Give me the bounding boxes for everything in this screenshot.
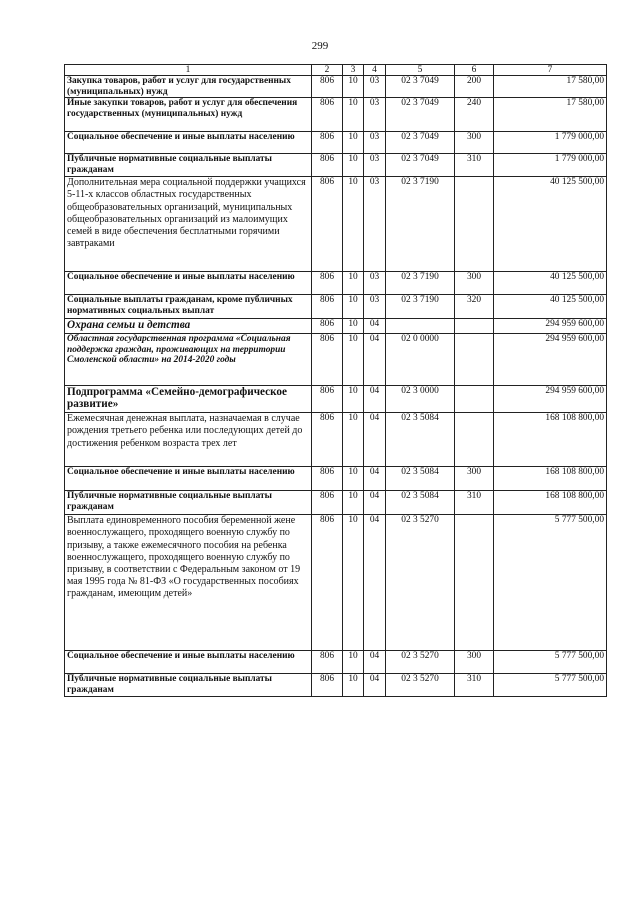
- column-header: 2: [312, 65, 343, 76]
- cell-target-article: 02 3 7190: [386, 295, 455, 319]
- cell-section: 10: [343, 491, 364, 515]
- row-name-cell: Публичные нормативные социальные выплаты гражданам: [65, 674, 312, 697]
- row-name-cell: Подпрограмма «Семейно-демографическое развитие»: [65, 386, 312, 413]
- cell-subsection: 03: [364, 132, 386, 154]
- table-row: [65, 467, 607, 491]
- cell-section: 10: [343, 177, 364, 272]
- cell-administrator-code: 806: [312, 177, 343, 272]
- row-name-cell: Областная государственная программа «Социальная поддержка граждан, проживающих на территории Смоленской области» на 2014-2020 годы: [65, 334, 312, 386]
- cell-section: 10: [343, 334, 364, 386]
- table-row: [65, 154, 607, 177]
- cell-section: 10: [343, 272, 364, 295]
- table-row: [65, 319, 607, 334]
- cell-expense-type: 300: [455, 132, 494, 154]
- cell-target-article: [386, 319, 455, 334]
- column-header: 7: [494, 65, 607, 76]
- cell-expense-type: [455, 413, 494, 467]
- column-header: 6: [455, 65, 494, 76]
- table-row: [65, 98, 607, 132]
- table-row: [65, 413, 607, 467]
- row-name-cell: Охрана семьи и детства: [65, 319, 312, 334]
- row-name-cell: Публичные нормативные социальные выплаты гражданам: [65, 154, 312, 177]
- table-row: [65, 177, 607, 272]
- cell-amount: 168 108 800,00: [494, 491, 607, 515]
- cell-target-article: 02 0 0000: [386, 334, 455, 386]
- table-row: [65, 76, 607, 98]
- cell-amount: 1 779 000,00: [494, 154, 607, 177]
- cell-amount: 17 580,00: [494, 98, 607, 132]
- cell-subsection: 04: [364, 334, 386, 386]
- cell-amount: 40 125 500,00: [494, 177, 607, 272]
- cell-amount: 5 777 500,00: [494, 674, 607, 697]
- cell-expense-type: [455, 177, 494, 272]
- cell-expense-type: 310: [455, 154, 494, 177]
- cell-expense-type: 310: [455, 491, 494, 515]
- cell-expense-type: 200: [455, 76, 494, 98]
- cell-subsection: 04: [364, 386, 386, 413]
- cell-subsection: 04: [364, 491, 386, 515]
- cell-amount: 5 777 500,00: [494, 651, 607, 674]
- cell-target-article: 02 3 5270: [386, 674, 455, 697]
- cell-amount: 40 125 500,00: [494, 272, 607, 295]
- cell-section: 10: [343, 319, 364, 334]
- cell-target-article: 02 3 5270: [386, 651, 455, 674]
- table-row: [65, 491, 607, 515]
- cell-expense-type: 300: [455, 651, 494, 674]
- row-name-cell: Социальное обеспечение и иные выплаты населению: [65, 651, 312, 674]
- cell-target-article: 02 3 5084: [386, 467, 455, 491]
- cell-administrator-code: 806: [312, 674, 343, 697]
- table-row: [65, 674, 607, 697]
- row-name-cell: Ежемесячная денежная выплата, назначаемая в случае рождения третьего ребенка или последующих детей до достижения ребенком возраста трех лет: [65, 413, 312, 467]
- cell-subsection: 04: [364, 674, 386, 697]
- cell-target-article: 02 3 7190: [386, 177, 455, 272]
- cell-administrator-code: 806: [312, 467, 343, 491]
- cell-administrator-code: 806: [312, 515, 343, 651]
- cell-section: 10: [343, 651, 364, 674]
- table-row: [65, 515, 607, 651]
- row-name-cell: Выплата единовременного пособия беременной жене военнослужащего, проходящего военную службу по призыву, а также ежемесячного пособия на ребенка военнослужащего, проходящего военную службу по призыву, в соответствии с Федеральным законом от 19 мая 1995 года № 81-ФЗ «О государственных пособиях гражданам, имеющим детей»: [65, 515, 312, 651]
- cell-target-article: 02 3 0000: [386, 386, 455, 413]
- cell-expense-type: 300: [455, 272, 494, 295]
- cell-section: 10: [343, 76, 364, 98]
- cell-expense-type: [455, 386, 494, 413]
- budget-table: [64, 64, 607, 697]
- cell-section: 10: [343, 98, 364, 132]
- cell-target-article: 02 3 5084: [386, 413, 455, 467]
- row-name-cell: Публичные нормативные социальные выплаты гражданам: [65, 491, 312, 515]
- cell-expense-type: [455, 319, 494, 334]
- cell-amount: 17 580,00: [494, 76, 607, 98]
- cell-amount: 1 779 000,00: [494, 132, 607, 154]
- cell-administrator-code: 806: [312, 272, 343, 295]
- row-name-cell: Закупка товаров, работ и услуг для государственных (муниципальных) нужд: [65, 76, 312, 98]
- table-row: [65, 295, 607, 319]
- cell-subsection: 03: [364, 98, 386, 132]
- cell-amount: 40 125 500,00: [494, 295, 607, 319]
- cell-section: 10: [343, 413, 364, 467]
- cell-target-article: 02 3 7049: [386, 154, 455, 177]
- cell-subsection: 04: [364, 651, 386, 674]
- table-row: [65, 651, 607, 674]
- cell-target-article: 02 3 7190: [386, 272, 455, 295]
- row-name-cell: Социальное обеспечение и иные выплаты населению: [65, 467, 312, 491]
- cell-subsection: 03: [364, 272, 386, 295]
- column-header: 4: [364, 65, 386, 76]
- cell-administrator-code: 806: [312, 132, 343, 154]
- cell-target-article: 02 3 7049: [386, 98, 455, 132]
- cell-subsection: 04: [364, 413, 386, 467]
- cell-section: 10: [343, 295, 364, 319]
- cell-administrator-code: 806: [312, 491, 343, 515]
- table-row: [65, 132, 607, 154]
- cell-administrator-code: 806: [312, 334, 343, 386]
- cell-section: 10: [343, 467, 364, 491]
- cell-expense-type: 310: [455, 674, 494, 697]
- cell-subsection: 04: [364, 467, 386, 491]
- column-header: 3: [343, 65, 364, 76]
- cell-subsection: 03: [364, 177, 386, 272]
- table-row: [65, 272, 607, 295]
- cell-administrator-code: 806: [312, 76, 343, 98]
- cell-subsection: 04: [364, 319, 386, 334]
- cell-expense-type: 300: [455, 467, 494, 491]
- cell-administrator-code: 806: [312, 295, 343, 319]
- table-row: [65, 334, 607, 386]
- cell-section: 10: [343, 132, 364, 154]
- cell-amount: 294 959 600,00: [494, 386, 607, 413]
- cell-target-article: 02 3 5270: [386, 515, 455, 651]
- row-name-cell: Социальное обеспечение и иные выплаты населению: [65, 272, 312, 295]
- cell-subsection: 03: [364, 295, 386, 319]
- cell-expense-type: [455, 334, 494, 386]
- cell-expense-type: 240: [455, 98, 494, 132]
- cell-administrator-code: 806: [312, 319, 343, 334]
- cell-target-article: 02 3 7049: [386, 76, 455, 98]
- cell-section: 10: [343, 386, 364, 413]
- page-number: 299: [311, 40, 329, 52]
- cell-target-article: 02 3 7049: [386, 132, 455, 154]
- cell-amount: 168 108 800,00: [494, 413, 607, 467]
- column-header: 5: [386, 65, 455, 76]
- column-header: 1: [65, 65, 312, 76]
- cell-expense-type: 320: [455, 295, 494, 319]
- cell-amount: 294 959 600,00: [494, 334, 607, 386]
- cell-amount: 168 108 800,00: [494, 467, 607, 491]
- cell-expense-type: [455, 515, 494, 651]
- cell-administrator-code: 806: [312, 651, 343, 674]
- cell-section: 10: [343, 515, 364, 651]
- cell-administrator-code: 806: [312, 154, 343, 177]
- table-row: [65, 386, 607, 413]
- cell-administrator-code: 806: [312, 413, 343, 467]
- cell-subsection: 03: [364, 154, 386, 177]
- row-name-cell: Дополнительная мера социальной поддержки учащихся 5-11-х классов областных государственных общеобразовательных организаций, муниципальных общеобразовательных организаций из малоимущих семей в виде обеспечения бесплатными горячими завтраками: [65, 177, 312, 272]
- cell-administrator-code: 806: [312, 386, 343, 413]
- cell-amount: 294 959 600,00: [494, 319, 607, 334]
- table-body: [65, 76, 607, 697]
- row-name-cell: Иные закупки товаров, работ и услуг для обеспечения государственных (муниципальных) нужд: [65, 98, 312, 132]
- cell-subsection: 04: [364, 515, 386, 651]
- cell-amount: 5 777 500,00: [494, 515, 607, 651]
- cell-target-article: 02 3 5084: [386, 491, 455, 515]
- cell-administrator-code: 806: [312, 98, 343, 132]
- cell-section: 10: [343, 674, 364, 697]
- column-header-row: [65, 65, 607, 76]
- row-name-cell: Социальное обеспечение и иные выплаты населению: [65, 132, 312, 154]
- row-name-cell: Социальные выплаты гражданам, кроме публичных нормативных социальных выплат: [65, 295, 312, 319]
- cell-section: 10: [343, 154, 364, 177]
- cell-subsection: 03: [364, 76, 386, 98]
